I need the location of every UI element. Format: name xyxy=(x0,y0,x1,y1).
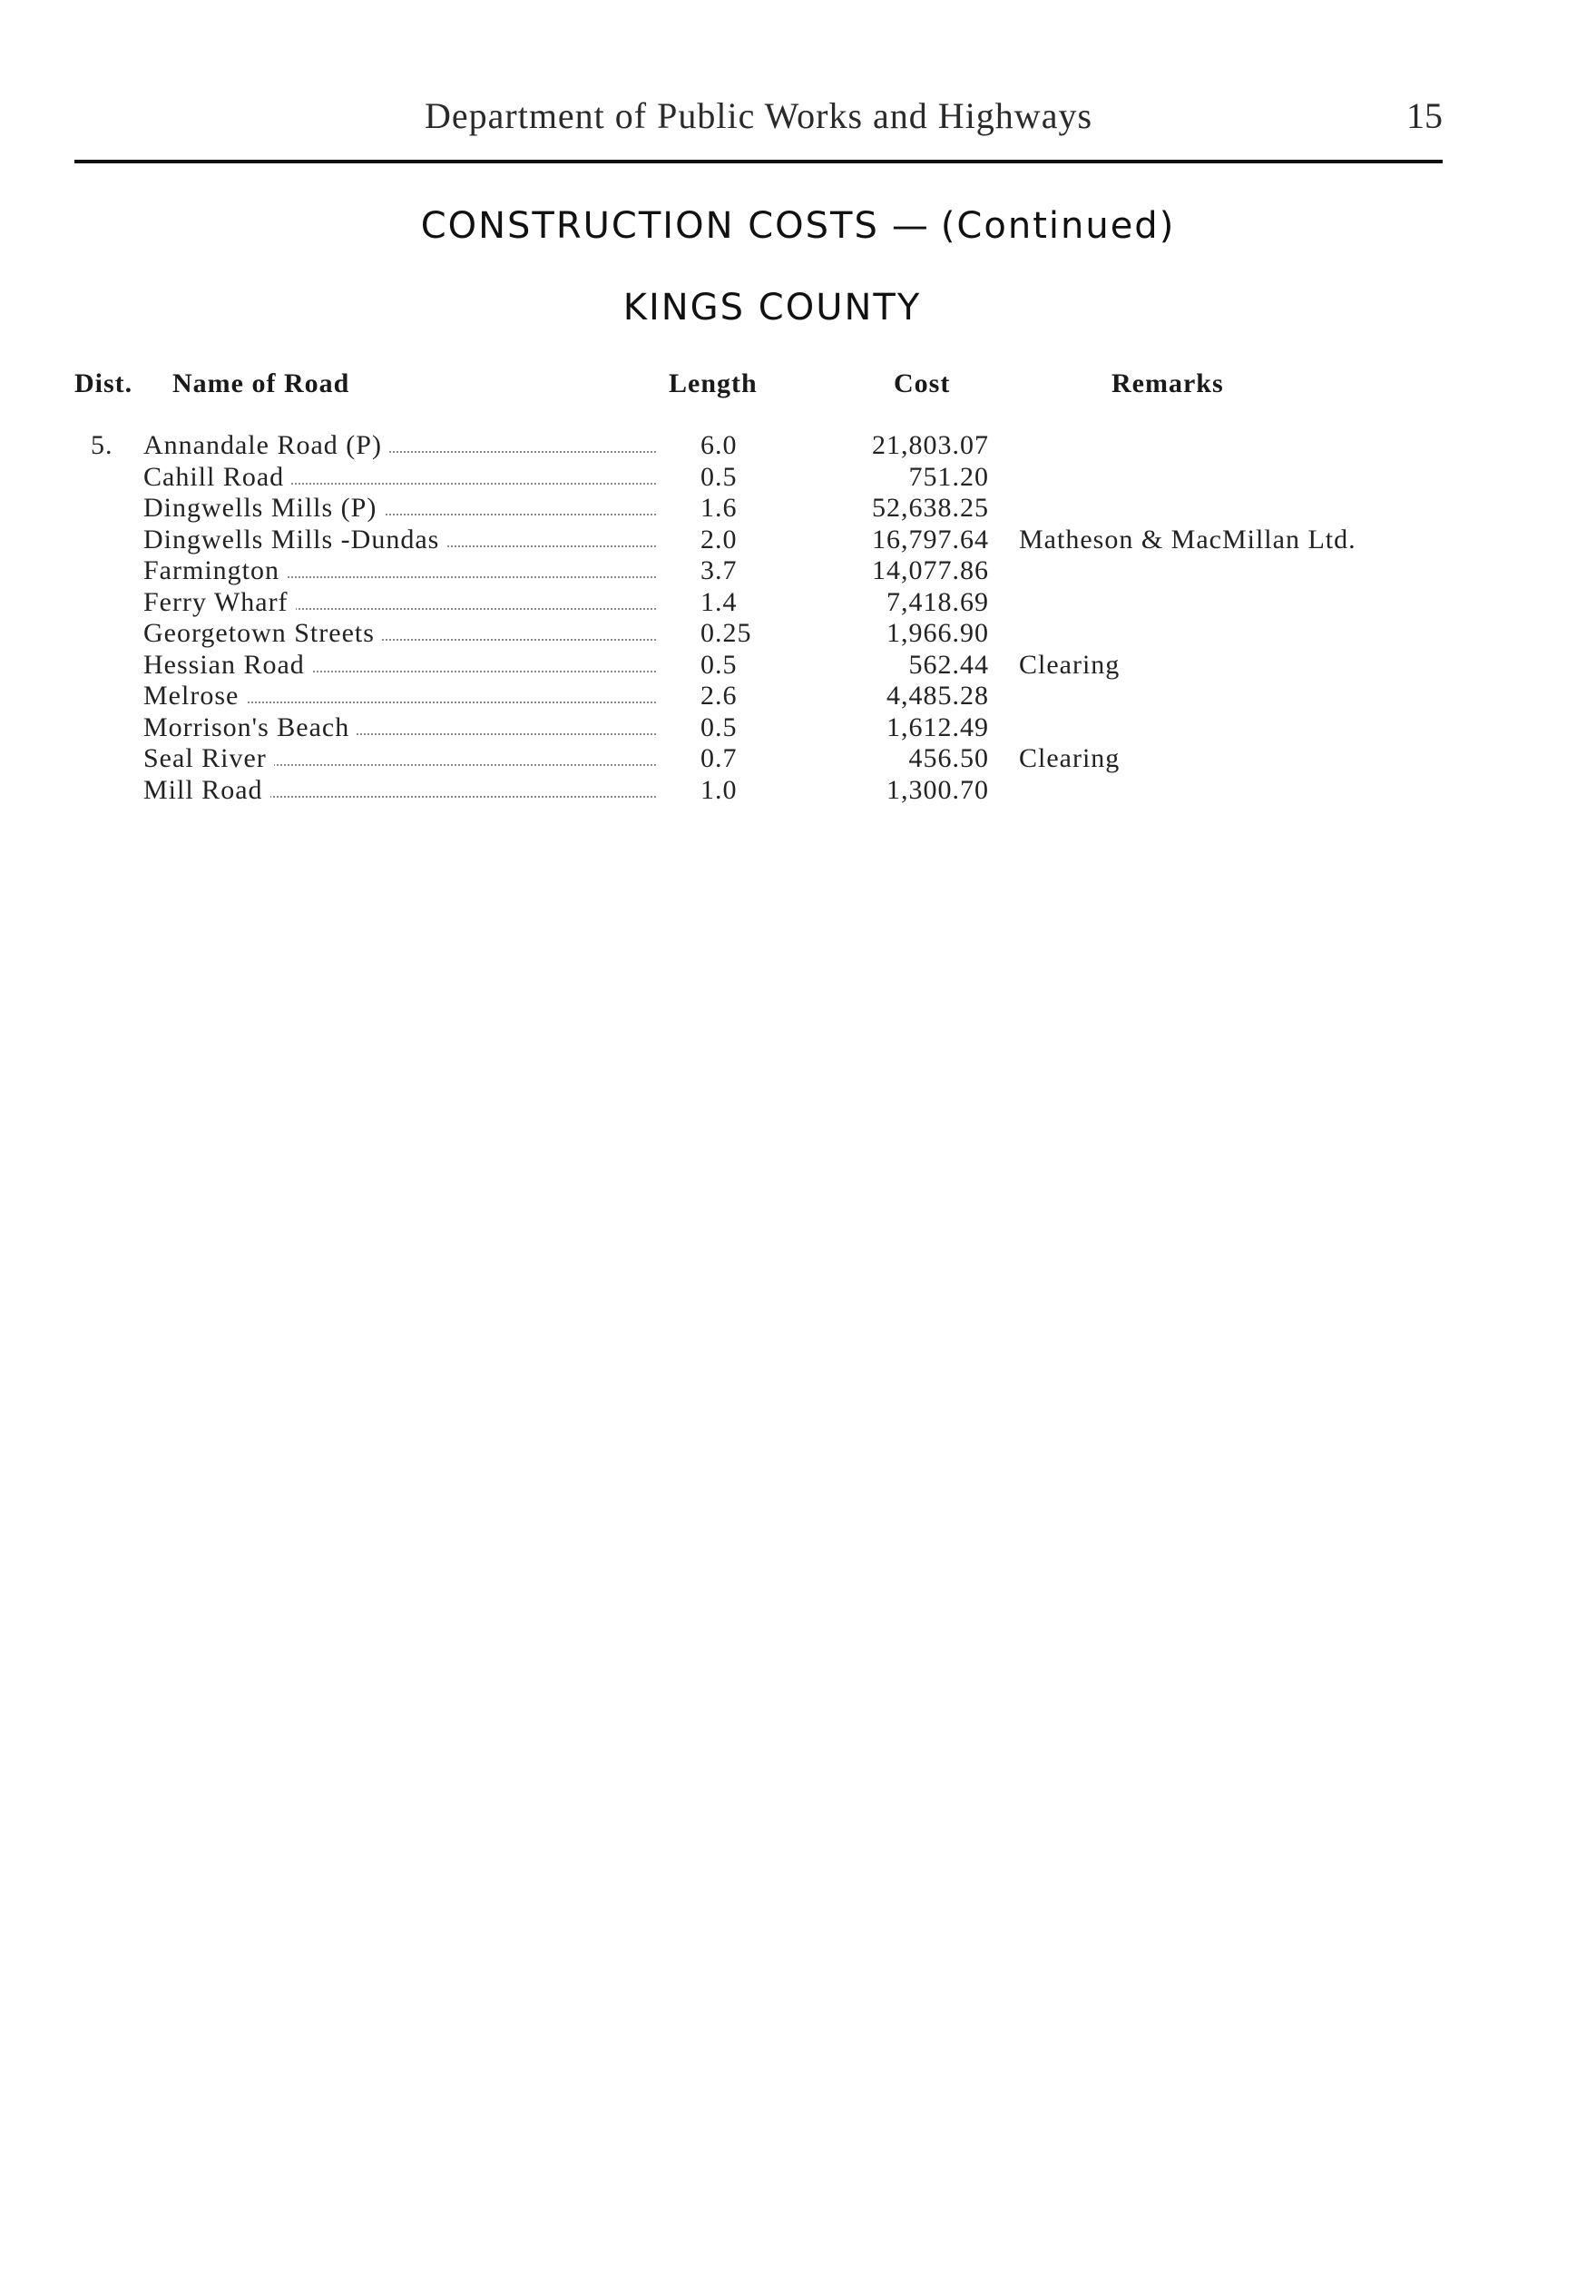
page-number: 15 xyxy=(1406,95,1443,136)
row-cost: 16,797.64 xyxy=(872,524,989,554)
row-name-cell xyxy=(143,681,656,711)
row-cost: 562.44 xyxy=(908,649,989,680)
row-road-name: Morrison's Beach xyxy=(143,712,357,742)
row-road-name: Ferry Wharf xyxy=(143,587,296,617)
table-row xyxy=(0,430,1596,462)
table-row xyxy=(0,462,1596,494)
row-length: 0.5 xyxy=(700,461,738,492)
section-title xyxy=(0,205,1596,247)
row-road-name: Georgetown Streets xyxy=(143,618,382,648)
table-row xyxy=(0,618,1596,650)
running-title: Department of Public Works and Highways xyxy=(424,95,1093,136)
row-length: 2.6 xyxy=(700,681,738,711)
row-cost: 21,803.07 xyxy=(872,430,989,460)
row-name-cell xyxy=(143,587,656,618)
row-road-name: Mill Road xyxy=(143,775,270,805)
county-heading: KINGS COUNTY xyxy=(622,287,922,329)
row-cost: 751.20 xyxy=(908,461,989,492)
row-cost: 1,300.70 xyxy=(886,774,989,805)
row-length: 3.7 xyxy=(700,555,738,585)
row-cost: 52,638.25 xyxy=(872,493,989,523)
column-header-remarks: Remarks xyxy=(1111,368,1224,398)
row-road-name: Cahill Road xyxy=(143,462,291,492)
row-name-cell xyxy=(143,775,656,806)
section-title-text: CONSTRUCTION COSTS xyxy=(420,205,879,247)
row-name-cell xyxy=(143,712,656,743)
row-length: 6.0 xyxy=(700,430,738,460)
section-title-continued: (Continued) xyxy=(940,205,1176,247)
table-row xyxy=(0,650,1596,682)
table-row xyxy=(0,743,1596,775)
row-remarks: Clearing xyxy=(1019,649,1121,680)
table-row xyxy=(0,775,1596,807)
row-cost: 4,485.28 xyxy=(886,681,989,711)
row-road-name: Annandale Road (P) xyxy=(143,430,389,460)
row-road-name: Dingwells Mills -Dundas xyxy=(143,525,446,554)
table-row xyxy=(0,587,1596,619)
row-road-name: Hessian Road xyxy=(143,650,312,680)
row-name-cell xyxy=(143,525,656,555)
row-cost: 7,418.69 xyxy=(886,586,989,617)
row-name-cell xyxy=(143,650,656,681)
table-row xyxy=(0,681,1596,712)
section-title-separator: — xyxy=(891,205,928,247)
row-dist: 5. xyxy=(91,430,113,460)
row-road-name: Farmington xyxy=(143,555,287,585)
row-remarks: Clearing xyxy=(1019,743,1121,773)
cost-table xyxy=(0,430,1596,806)
row-road-name: Seal River xyxy=(143,743,274,773)
row-length: 2.0 xyxy=(700,524,738,554)
row-remarks: Matheson & MacMillan Ltd. xyxy=(1019,524,1356,554)
row-length: 0.5 xyxy=(700,711,738,742)
row-length: 1.4 xyxy=(700,586,738,617)
row-name-cell xyxy=(143,618,656,649)
header-rule xyxy=(74,160,1443,163)
table-row xyxy=(0,493,1596,525)
column-header-dist: Dist. xyxy=(74,368,133,398)
row-length: 0.7 xyxy=(700,743,738,773)
row-road-name: Dingwells Mills (P) xyxy=(143,493,384,523)
row-length: 1.0 xyxy=(700,774,738,805)
row-name-cell xyxy=(143,430,656,461)
row-name-cell xyxy=(143,493,656,524)
table-row xyxy=(0,555,1596,587)
row-length: 1.6 xyxy=(700,493,738,523)
row-cost: 1,966.90 xyxy=(886,618,989,648)
row-cost: 456.50 xyxy=(908,743,989,773)
column-header-length: Length xyxy=(669,368,758,398)
table-row xyxy=(0,712,1596,744)
row-cost: 14,077.86 xyxy=(872,555,989,585)
row-name-cell xyxy=(143,743,656,774)
row-length: 0.5 xyxy=(700,649,738,680)
table-row xyxy=(0,525,1596,556)
row-cost: 1,612.49 xyxy=(886,711,989,742)
column-header-name: Name of Road xyxy=(172,368,350,398)
row-road-name: Melrose xyxy=(143,681,246,711)
row-name-cell xyxy=(143,555,656,586)
page-header xyxy=(74,91,1443,149)
row-length: 0.25 xyxy=(700,618,752,648)
row-name-cell xyxy=(143,462,656,493)
column-header-cost: Cost xyxy=(894,368,951,398)
